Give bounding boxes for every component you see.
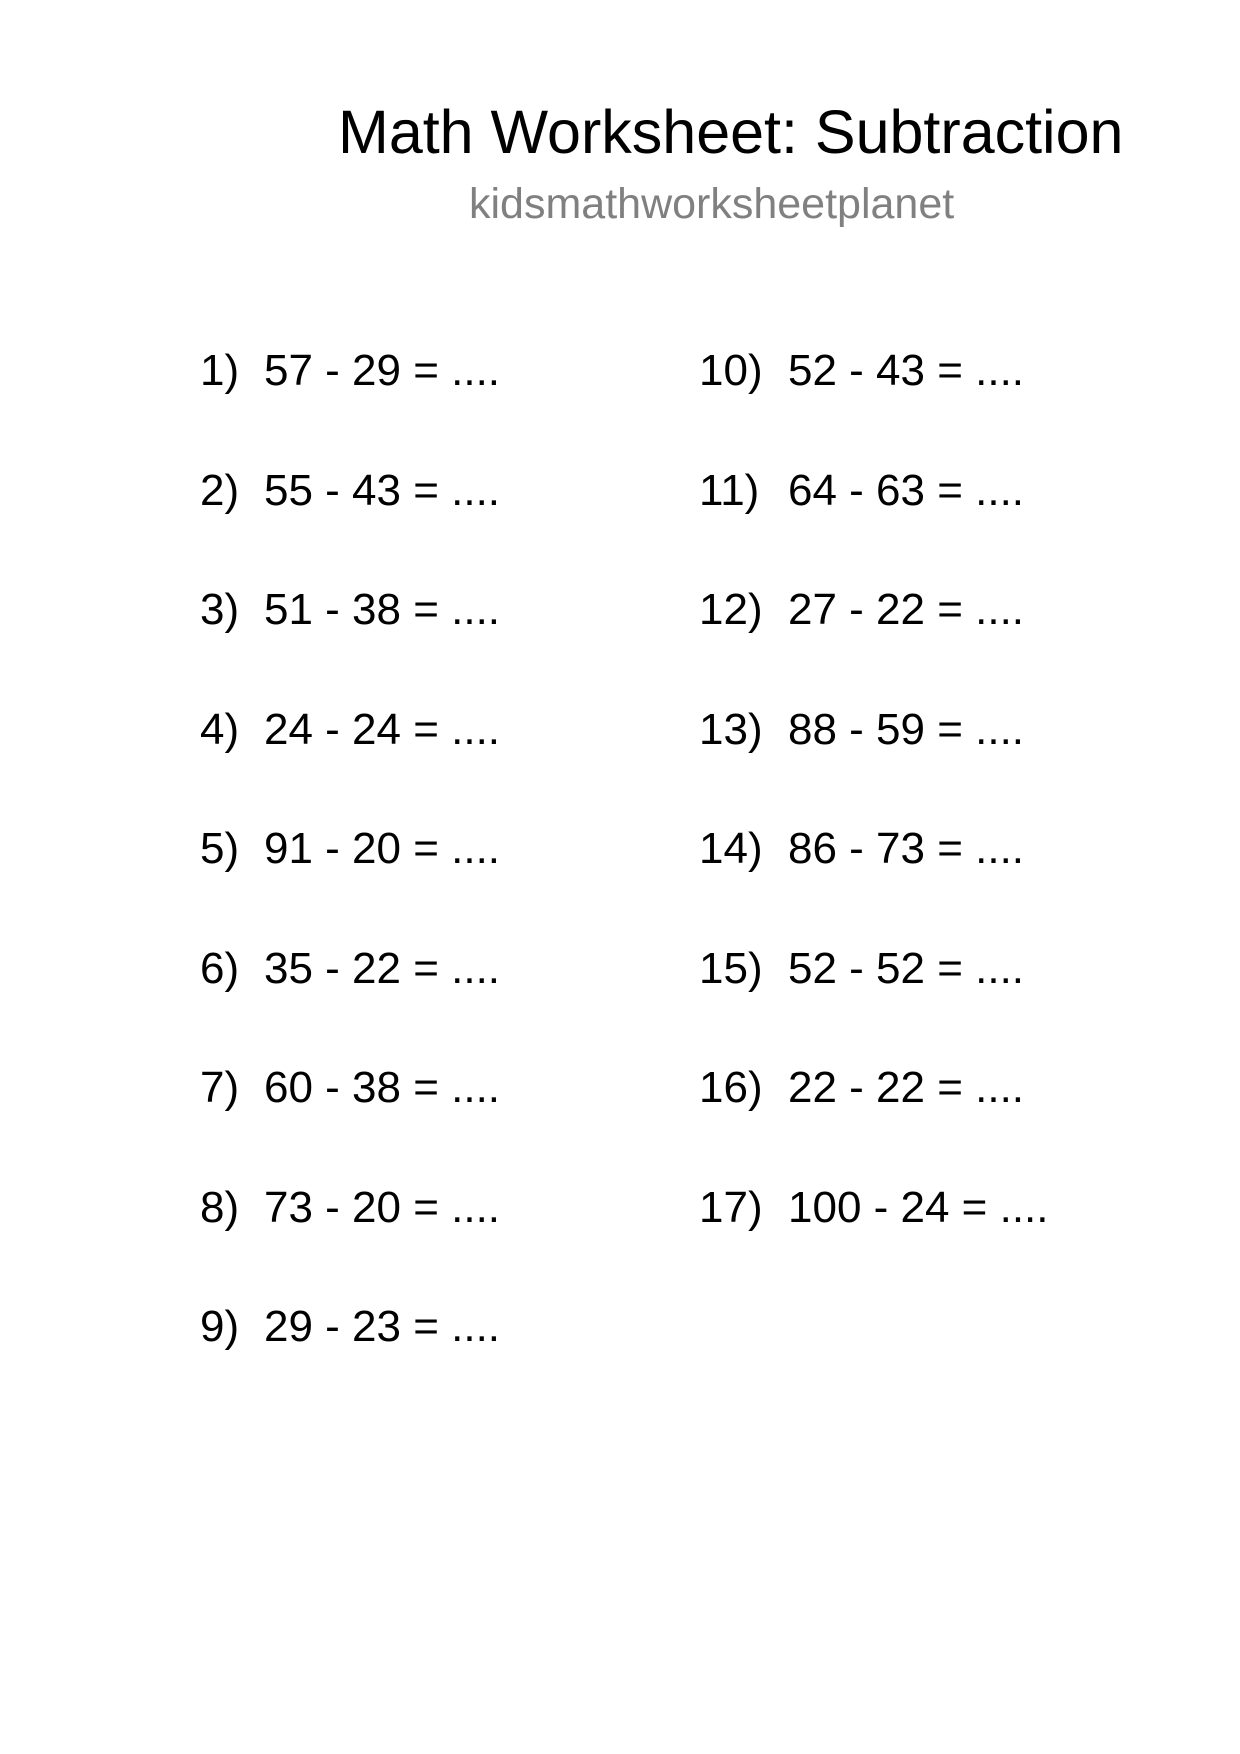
problem-number: 5): [200, 824, 240, 873]
problem-number: 13): [699, 704, 763, 754]
problem-item: [699, 942, 1049, 1062]
problem-item: [699, 822, 1049, 942]
problem-number: 16): [699, 1063, 763, 1112]
problem-number: 14): [699, 824, 763, 873]
problem-expression: 64 - 63 = ....: [788, 465, 1025, 515]
problem-number: 17): [699, 1182, 763, 1232]
problem-item: [699, 583, 1049, 703]
problem-expression: 51 - 38 = ....: [264, 585, 501, 634]
problem-expression: 24 - 24 = ....: [264, 704, 501, 754]
problem-expression: 22 - 22 = ....: [788, 1063, 1025, 1112]
problem-number: 1): [200, 346, 240, 395]
problem-expression: 60 - 38 = ....: [264, 1063, 501, 1112]
problem-number: 6): [200, 943, 240, 993]
worksheet-subtitle: kidsmathworksheetplanet: [469, 180, 955, 228]
problem-item: [200, 822, 500, 942]
problem-item: [200, 464, 500, 584]
problem-item: [200, 344, 500, 464]
problem-number: 8): [200, 1182, 240, 1232]
problem-number: 2): [200, 465, 240, 515]
problem-item: [200, 1061, 500, 1181]
problem-expression: 27 - 22 = ....: [788, 585, 1025, 634]
problem-expression: 29 - 23 = ....: [264, 1302, 501, 1351]
problem-expression: 88 - 59 = ....: [788, 704, 1025, 754]
problem-expression: 52 - 43 = ....: [788, 346, 1025, 395]
problems-column-left: [200, 344, 500, 1420]
problem-number: 15): [699, 943, 763, 993]
worksheet-title: Math Worksheet: Subtraction: [338, 98, 1124, 166]
problem-item: [200, 942, 500, 1062]
problem-item: [200, 583, 500, 703]
problem-item: [200, 1181, 500, 1301]
problem-number: 4): [200, 704, 240, 754]
problem-number: 11): [699, 465, 760, 515]
problem-expression: 35 - 22 = ....: [264, 943, 501, 993]
problem-number: 10): [699, 346, 763, 395]
problem-expression: 91 - 20 = ....: [264, 824, 501, 873]
problem-item: [200, 1300, 500, 1420]
problem-expression: 86 - 73 = ....: [788, 824, 1025, 873]
problem-number: 12): [699, 585, 763, 634]
problem-item: [200, 703, 500, 823]
problem-number: 9): [200, 1302, 240, 1351]
problem-number: 3): [200, 585, 240, 634]
problem-expression: 57 - 29 = ....: [264, 346, 501, 395]
problem-item: [699, 344, 1049, 464]
problem-expression: 52 - 52 = ....: [788, 943, 1025, 993]
problem-expression: 73 - 20 = ....: [264, 1182, 501, 1232]
problems-column-right: [699, 344, 1049, 1300]
problem-item: [699, 1061, 1049, 1181]
problem-expression: 100 - 24 = ....: [788, 1182, 1049, 1232]
problem-item: [699, 464, 1049, 584]
problem-expression: 55 - 43 = ....: [264, 465, 501, 515]
problem-item: [699, 703, 1049, 823]
problem-number: 7): [200, 1063, 240, 1112]
problem-item: [699, 1181, 1049, 1301]
